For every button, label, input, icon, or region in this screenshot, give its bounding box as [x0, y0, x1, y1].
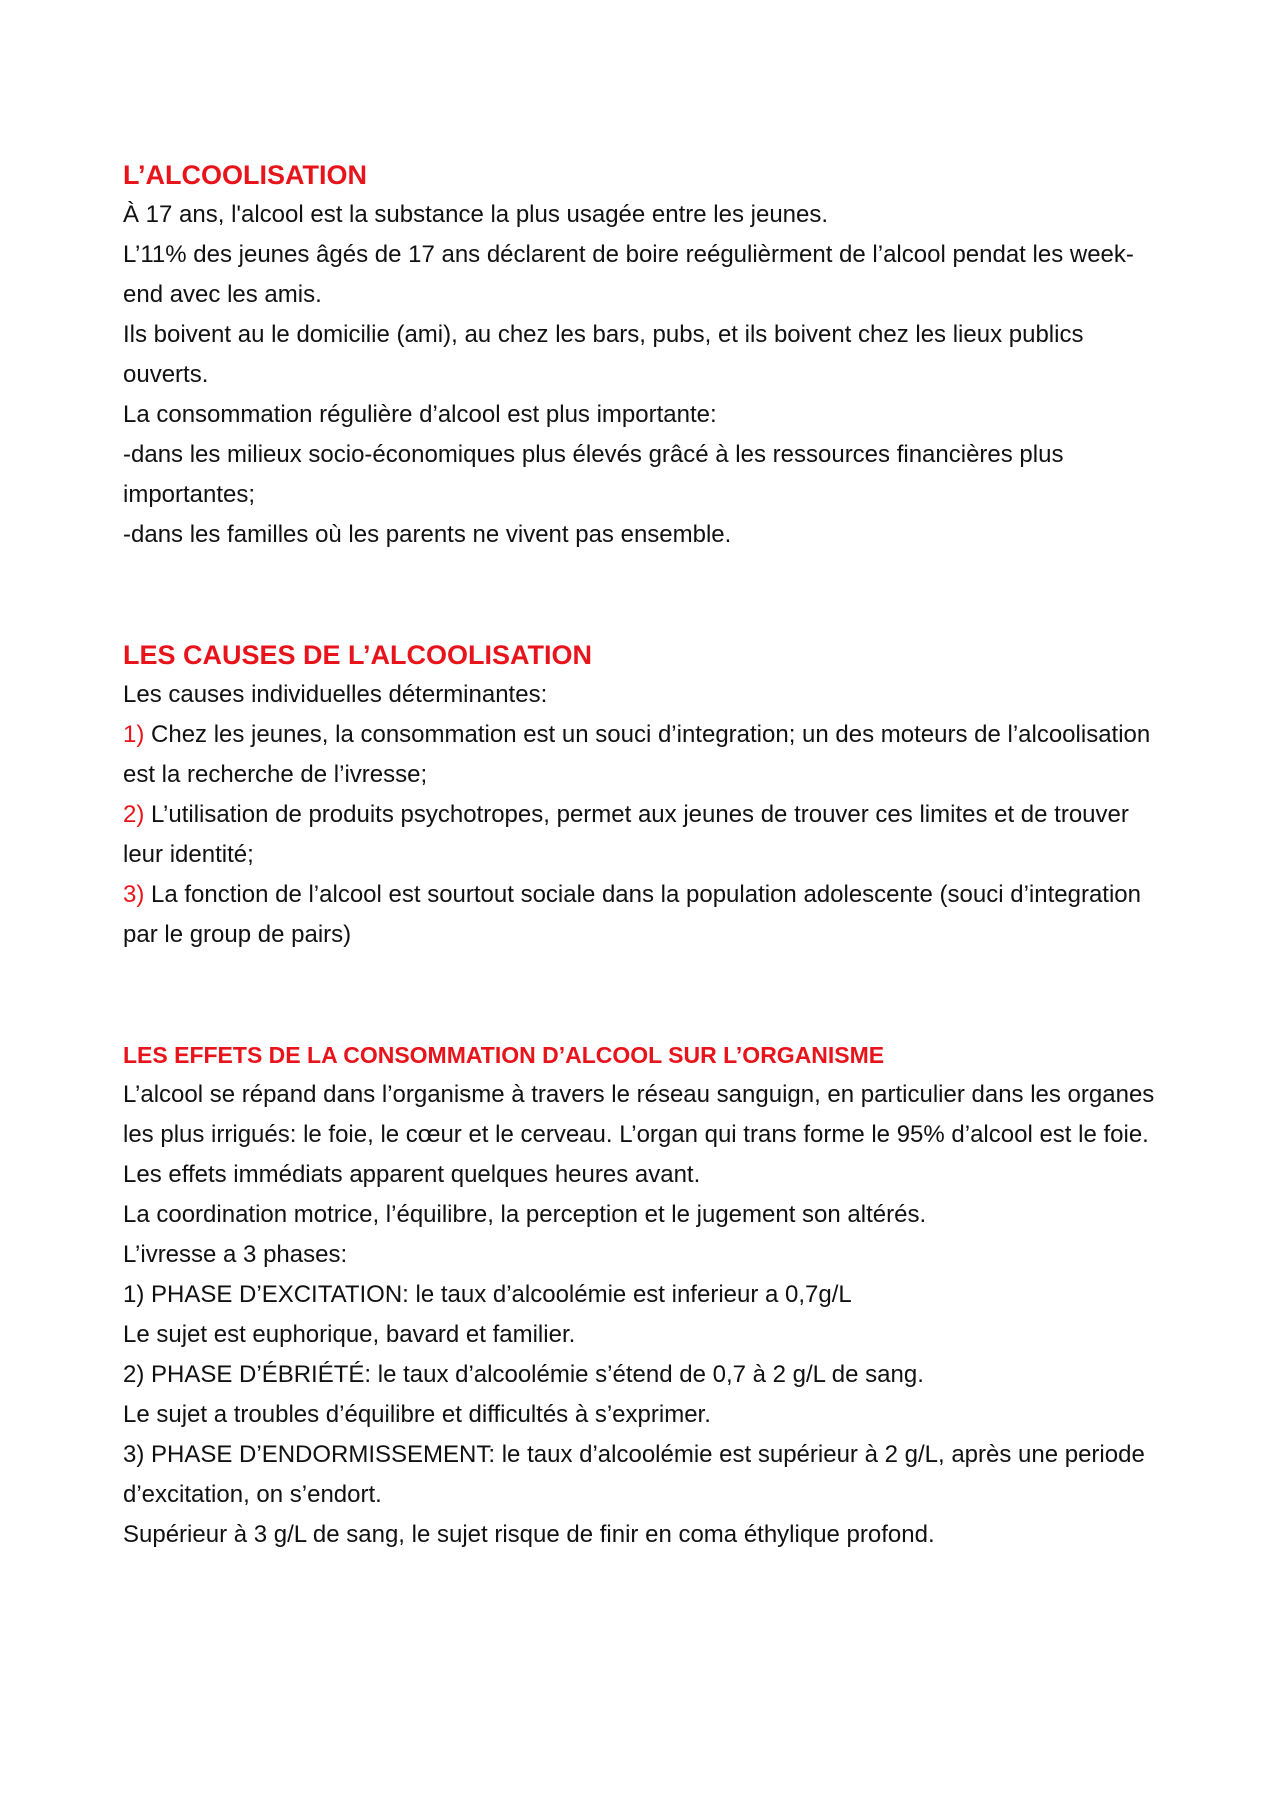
section-effets: [123, 1035, 1173, 1555]
paragraph: 2) PHASE D’ÉBRIÉTÉ: le taux d’alcoolémie s’étend de 0,7 à 2 g/L de sang.: [123, 1361, 924, 1388]
paragraph: L’ivresse a 3 phases:: [123, 1241, 348, 1268]
paragraph: L’alcool se répand dans l’organisme à travers le réseau sanguign, en particulier dans les organes les plus irrigués: le foie, le cœur et le cerveau. L’organ qui trans forme le 95% d’alcool est le foie.: [123, 1081, 1155, 1148]
section-title-alcoolisation: L’ALCOOLISATION: [123, 160, 367, 190]
paragraph: 1) PHASE D’EXCITATION: le taux d’alcoolémie est inferieur a 0,7g/L: [123, 1281, 852, 1308]
list-item-text: Chez les jeunes, la consommation est un souci d’integration; un des moteurs de l’alcoolisation est la recherche de l’ivresse;: [123, 721, 1151, 788]
section-title-effets: LES EFFETS DE LA CONSOMMATION D’ALCOOL SUR L’ORGANISME: [123, 1042, 885, 1068]
section-alcoolisation: [123, 155, 1173, 555]
paragraph: Le sujet est euphorique, bavard et familier.: [123, 1321, 576, 1348]
paragraph: -dans les milieux socio-économiques plus élevés grâcé à les ressources financières plus importantes;: [123, 441, 1064, 508]
paragraph: L’11% des jeunes âgés de 17 ans déclarent de boire reégulièrment de l’alcool pendat les week-end avec les amis.: [123, 241, 1134, 308]
paragraph: Ils boivent au le domicilie (ami), au chez les bars, pubs, et ils boivent chez les lieux publics ouverts.: [123, 321, 1084, 388]
paragraph: Les effets immédiats apparent quelques heures avant.: [123, 1161, 701, 1188]
section-title-causes: LES CAUSES DE L’ALCOOLISATION: [123, 640, 593, 670]
list-item-text: L’utilisation de produits psychotropes, permet aux jeunes de trouver ces limites et de trouver leur identité;: [123, 801, 1129, 868]
paragraph: À 17 ans, l'alcool est la substance la plus usagée entre les jeunes.: [123, 201, 829, 228]
document-content: [123, 155, 1173, 1555]
section-causes: [123, 635, 1173, 955]
causes-intro: Les causes individuelles déterminantes:: [123, 681, 548, 708]
paragraph: Supérieur à 3 g/L de sang, le sujet risque de finir en coma éthylique profond.: [123, 1521, 935, 1548]
list-item: [123, 715, 1173, 795]
paragraph: -dans les familles où les parents ne vivent pas ensemble.: [123, 521, 732, 548]
list-item-number: 2): [123, 801, 145, 828]
paragraph: La coordination motrice, l’équilibre, la perception et le jugement son altérés.: [123, 1201, 927, 1228]
list-item: [123, 875, 1173, 955]
paragraph: Le sujet a troubles d’équilibre et difficultés à s’exprimer.: [123, 1401, 711, 1428]
paragraph: 3) PHASE D’ENDORMISSEMENT: le taux d’alcoolémie est supérieur à 2 g/L, après une periode d’excitation, on s’endort.: [123, 1441, 1145, 1508]
paragraph: La consommation régulière d’alcool est plus importante:: [123, 401, 717, 428]
section-spacer: [123, 555, 1173, 635]
section-spacer: [123, 955, 1173, 1035]
list-item-number: 3): [123, 881, 145, 908]
list-item-text: La fonction de l’alcool est sourtout sociale dans la population adolescente (souci d’integration par le group de pairs): [123, 881, 1141, 948]
list-item: [123, 795, 1173, 875]
list-item-number: 1): [123, 721, 145, 748]
